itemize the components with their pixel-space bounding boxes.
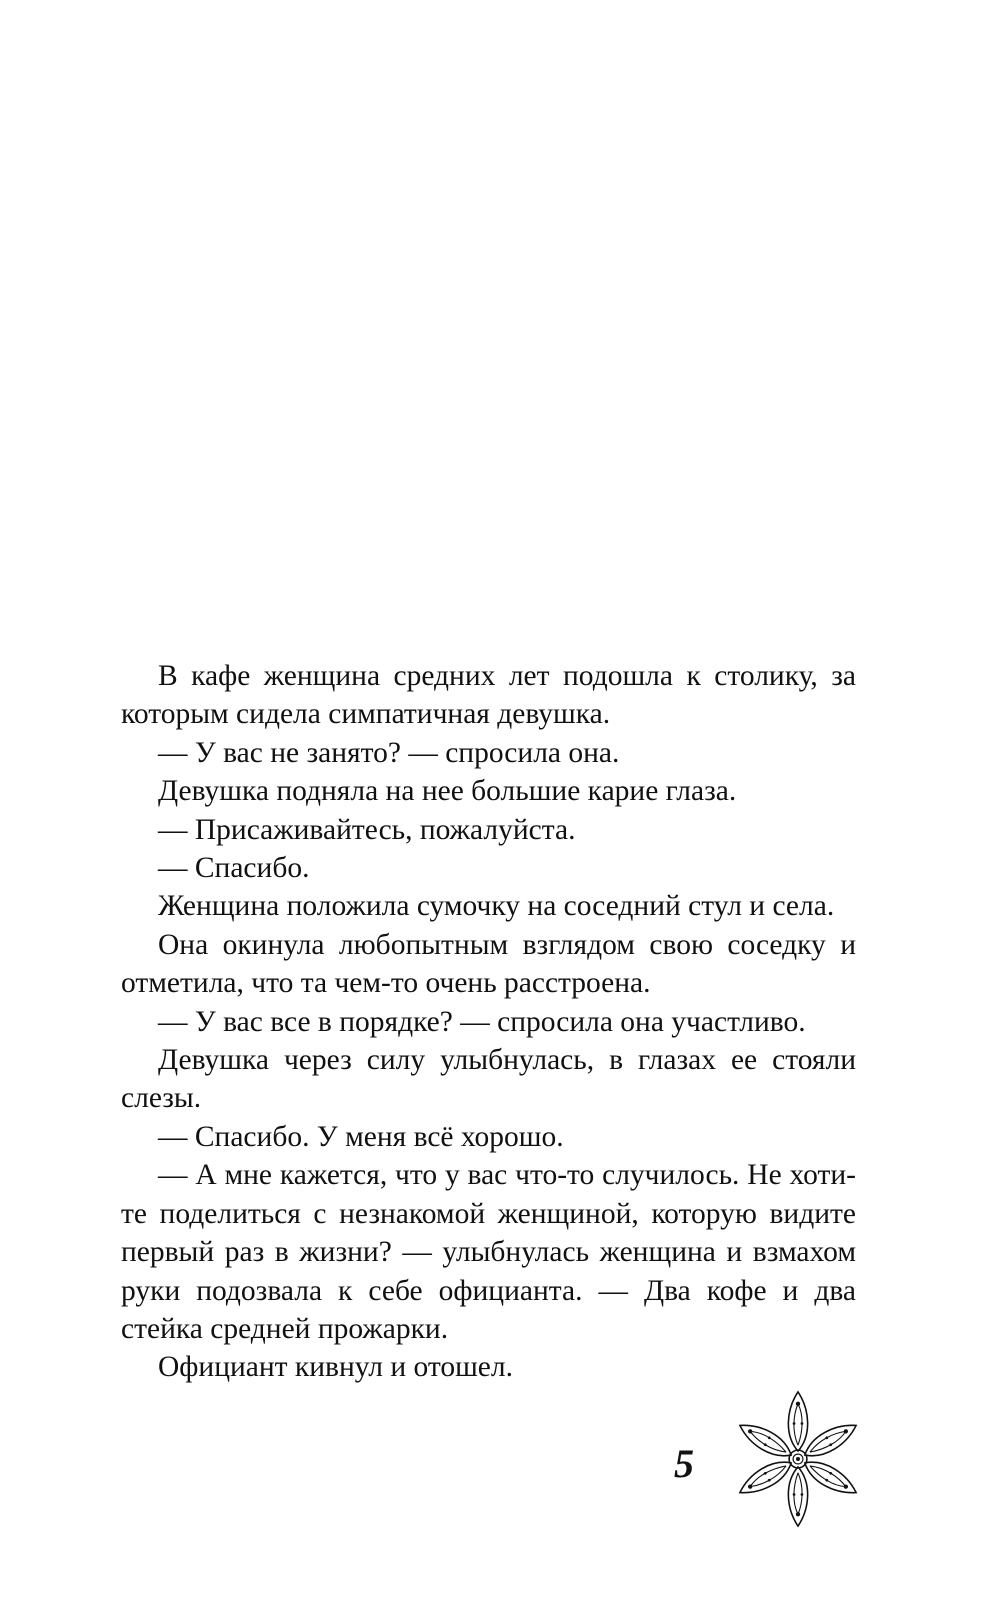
paragraph: Она окинула любопытным взглядом свою соседку и отметила, что та чем-то очень расстроена. [121, 928, 856, 1000]
body-text [121, 657, 856, 1387]
paragraph: — У вас не занято? — спросила она. [158, 736, 620, 769]
paragraph: — Спасибо. У меня всё хорошо. [158, 1120, 564, 1153]
paragraph: — Присаживайтесь, пожалуйста. [158, 813, 576, 846]
paragraph: В кафе женщина средних лет подошла к столику, за которым сидела симпатичная девушка. [121, 660, 856, 731]
paragraph: Девушка подняла на нее большие карие глаза. [158, 775, 737, 808]
flower-ornament-icon [724, 1384, 872, 1534]
paragraph: — Спасибо. [158, 852, 310, 885]
paragraph: Официант кивнул и отошел. [158, 1351, 513, 1384]
paragraph: Женщина положила сумочку на соседний стул и села. [158, 890, 835, 923]
page-footer [660, 1384, 880, 1544]
page-number: 5 [674, 1441, 694, 1486]
paragraph: — У вас все в порядке? — спросила она участливо. [158, 1005, 806, 1038]
paragraph: — А мне кажется, что у вас что-то случилось. Не хотите поделиться с незнакомой женщиной, которую видите первый раз в жизни? — улыбнулась женщина и взмахом руки подозвала к себе официанта. — Два кофе и два стейка средней прожарки. [121, 1159, 856, 1345]
paragraph: Девушка через силу улыбнулась, в глазах ее стояли слезы. [121, 1044, 856, 1115]
